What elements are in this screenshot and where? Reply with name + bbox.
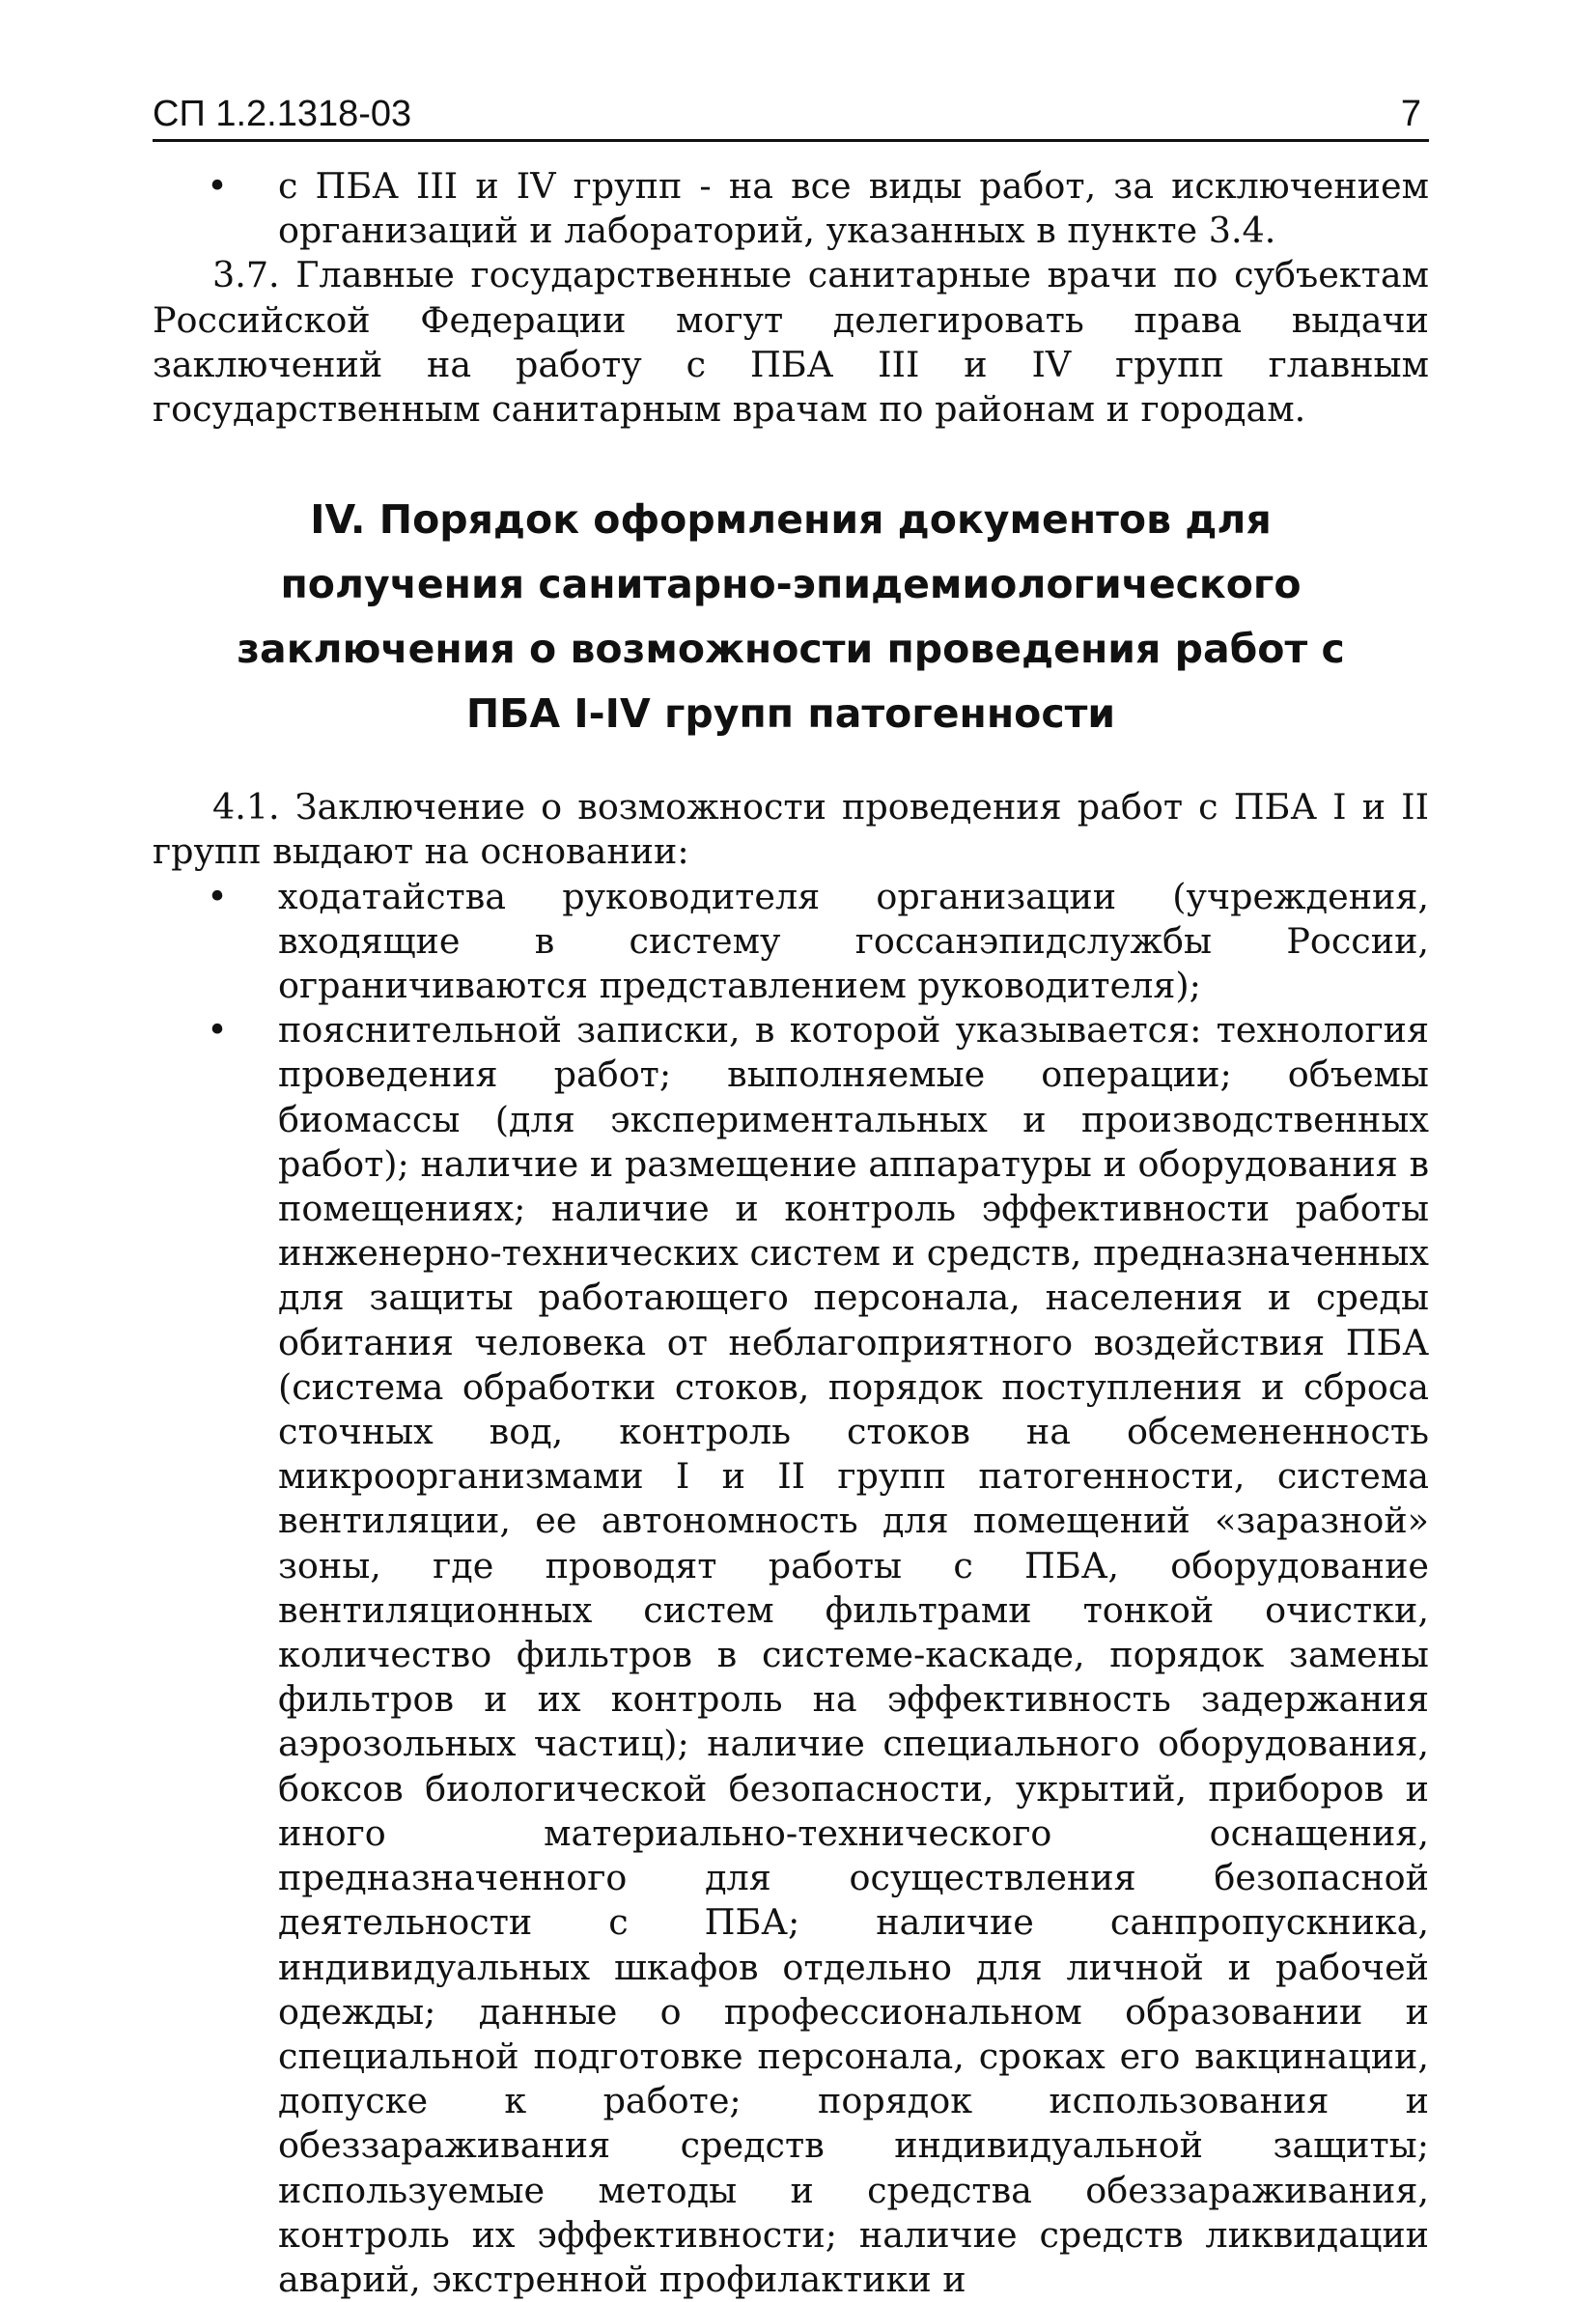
list-item [153,1008,1429,2302]
bullet-icon: • [207,1009,228,1052]
paragraph-3-7: 3.7. Главные государственные санитарные врачи по субъектам Российской Федерации могут делегировать права выдачи заключений на работу с ПБА III и IV групп главным государственным санитарным врачам по районам и городам. [153,254,1429,431]
page-body [153,164,1429,2302]
bullet-icon: • [207,165,228,207]
page-number: 7 [1400,94,1421,134]
list-item-text: пояснительной записки, в которой указывается: технология проведения работ; выполняемые операции; объемы биомассы (для экспериментальных и производственных работ); наличие и размещение аппаратуры и оборудования в помещениях; наличие и контроль эффективности работы инженерно-технических систем и средств, предназначенных для защиты работающего персонала, населения и среды обитания человека от неблагоприятного воздействия ПБА (система обработки стоков, порядок поступления и сброса сточных вод, контроль стоков на обсемененность микроорганизмами I и II групп патогенности, система вентиляции, ее автономность для помещений «заразной» зоны, где проводят работы с ПБА, оборудование вентиляционных систем фильтрами тонкой очистки, количество фильтров в системе-каскаде, порядок замены фильтров и их контроль на эффективность задержания аэрозольных частиц); наличие специального оборудования, боксов биологической безопасности, укрытий, приборов и иного материально-технического оснащения, предназначенного для осуществления безопасной деятельности с ПБА; наличие санпропускника, индивидуальных шкафов отдельно для личной и рабочей одежды; данные о профессиональном образовании и специальной подготовке персонала, сроках его вакцинации, допуске к работе; порядок использования и обеззараживания средств индивидуальной защиты; используемые методы и средства обеззараживания, контроль их эффективности; наличие средств ликвидации аварий, экстренной профилактики и [278,1009,1429,2300]
list-item [153,875,1429,1009]
list-item-text: ходатайства руководителя организации (учреждения, входящие в систему госсанэпидслужбы России, ограничиваются представлением руководителя); [278,875,1429,1007]
list-item [153,164,1429,253]
bullet-icon: • [207,875,228,917]
list-item-text: с ПБА III и IV групп - на все виды работ, за исключением организаций и лабораторий, указанных в пункте 3.4. [278,165,1429,252]
document-id: СП 1.2.1318-03 [153,94,412,134]
section-title: IV. Порядок оформления документов для получения санитарно-эпидемиологического заключения о возможности проведения работ с ПБА I-IV групп патогенности [237,496,1345,738]
page-header [153,89,1429,142]
paragraph-4-1: 4.1. Заключение о возможности проведения работ с ПБА I и II групп выдают на основании: [153,786,1429,873]
